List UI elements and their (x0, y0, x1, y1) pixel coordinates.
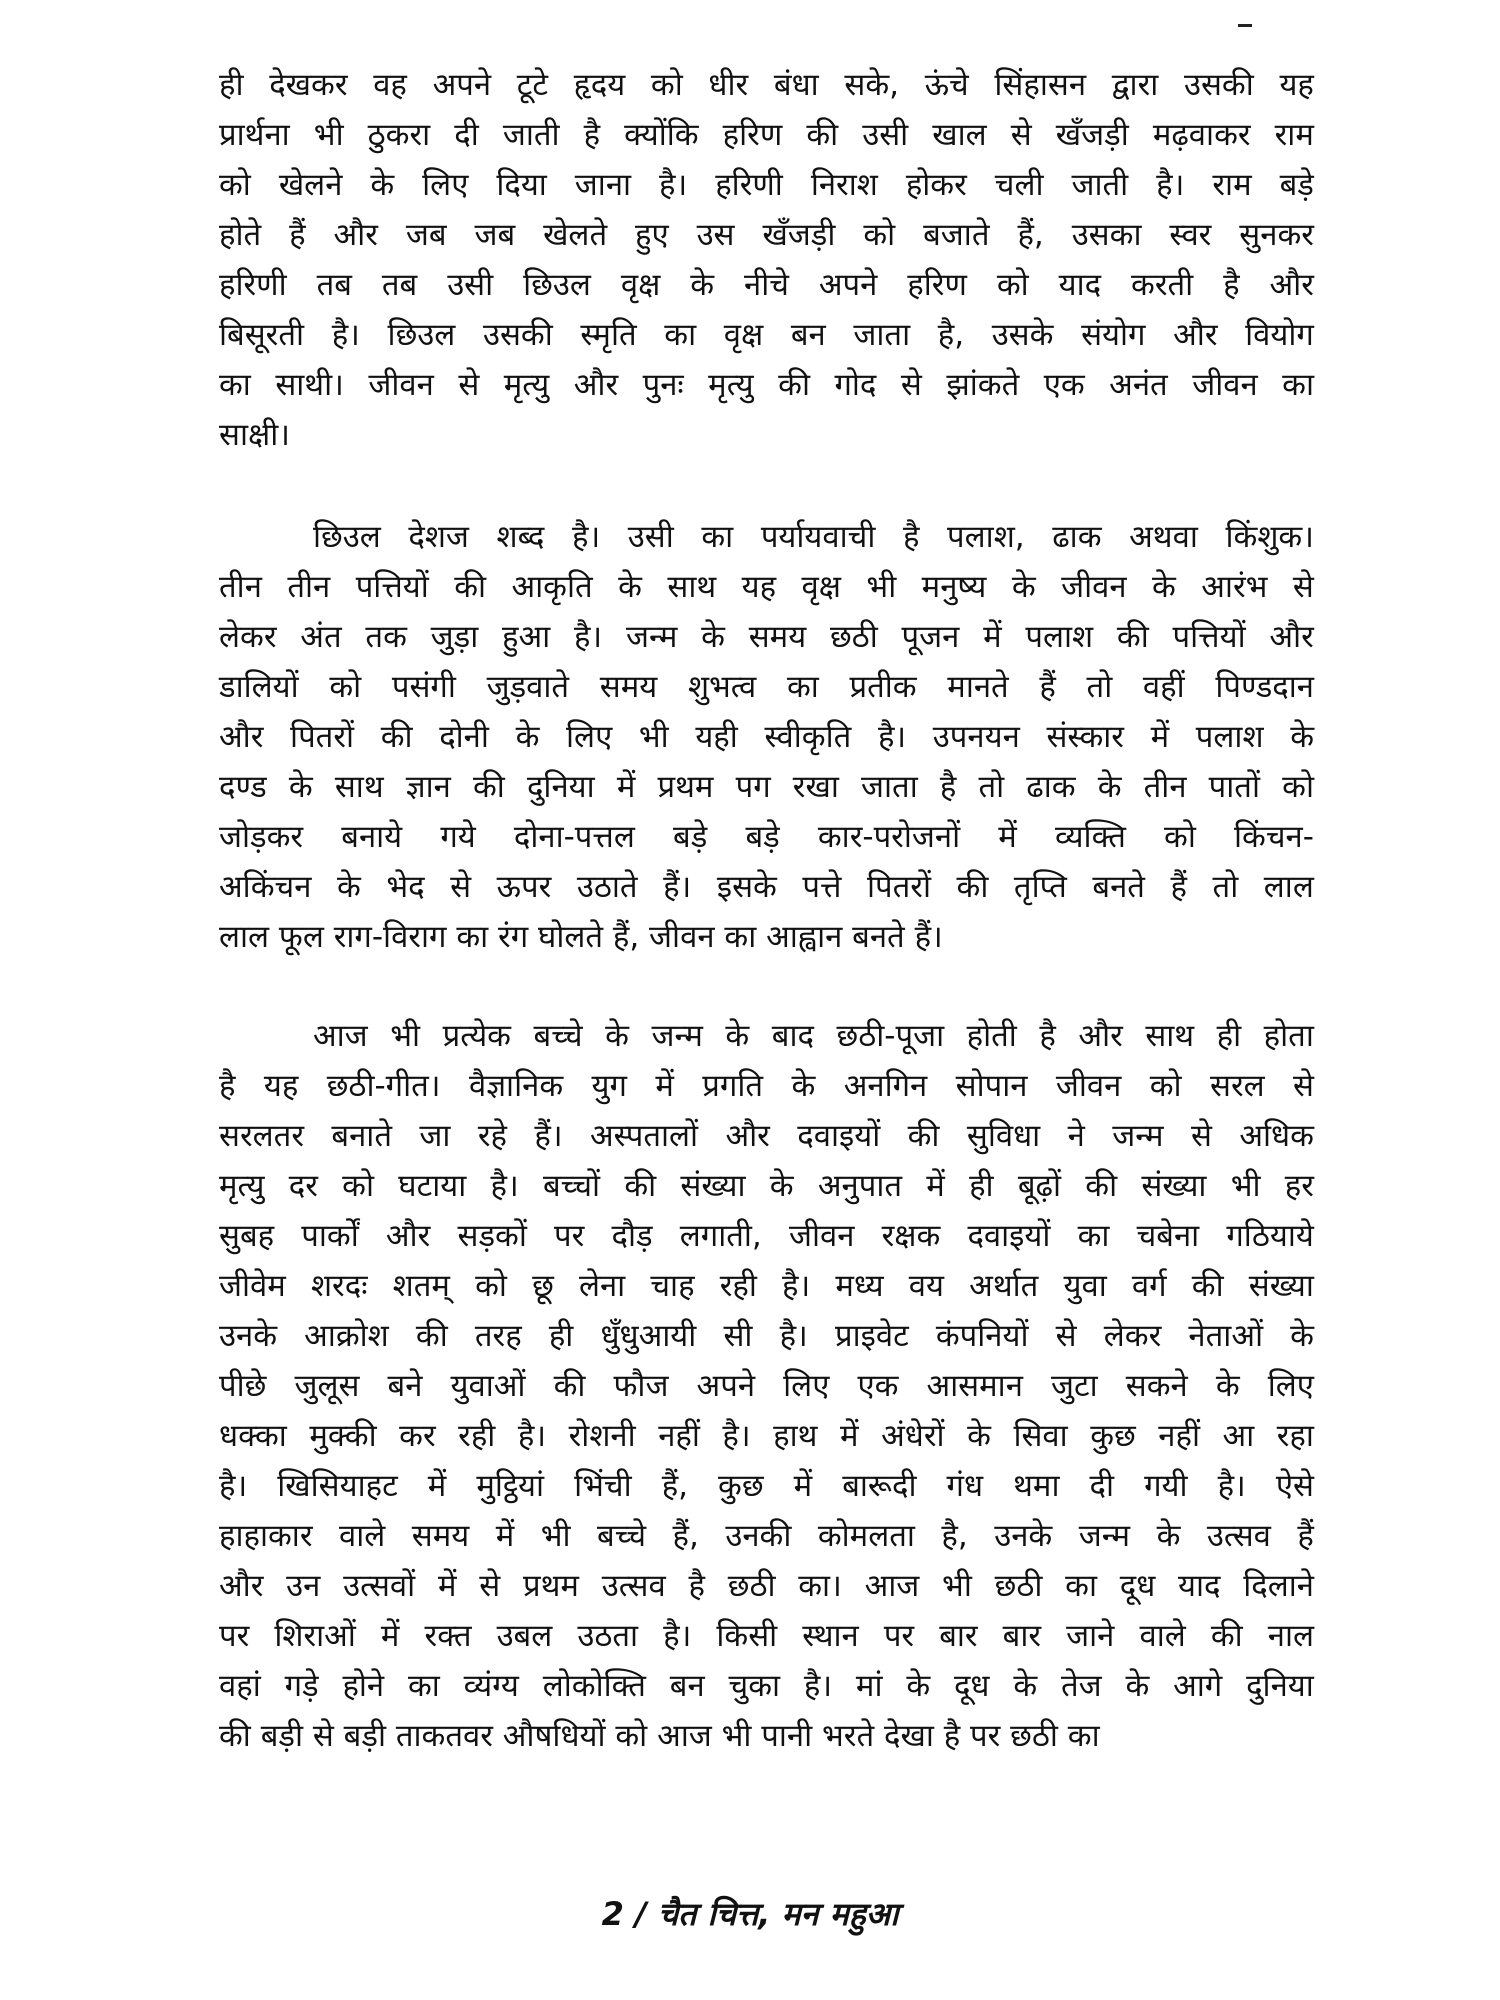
text-line: है यह छठी-गीत। वैज्ञानिक युग में प्रगति के अनगिन सोपान जीवन को सरल से (219, 1068, 1314, 1104)
text-line: उनके आक्रोश की तरह ही धुँधुआयी सी है। प्राइवेट कंपनियों से लेकर नेताओं के (219, 1318, 1314, 1354)
text-line: हरिणी तब तब उसी छिउल वृक्ष के नीचे अपने हरिण को याद करती है और (219, 267, 1314, 303)
scan-mark (1238, 24, 1252, 27)
text-line: और उन उत्सवों में से प्रथम उत्सव है छठी का। आज भी छठी का दूध याद दिलाने (219, 1568, 1314, 1604)
paragraph-2 (219, 512, 1314, 962)
text-line: जीवेम शरदः शतम् को छू लेना चाह रही है। मध्य वय अर्थात युवा वर्ग की संख्या (219, 1268, 1314, 1304)
paragraph-3 (219, 1011, 1314, 1761)
text-line: प्रार्थना भी ठुकरा दी जाती है क्योंकि हरिण की उसी खाल से खँजड़ी मढ़वाकर राम (219, 117, 1314, 153)
text-line: अकिंचन के भेद से ऊपर उठाते हैं। इसके पत्ते पितरों की तृप्ति बनते हैं तो लाल (219, 869, 1314, 905)
text-line: पर शिराओं में रक्त उबल उठता है। किसी स्थान पर बार बार जाने वाले की नाल (219, 1618, 1314, 1654)
text-line: और पितरों की दोनी के लिए भी यही स्वीकृति है। उपनयन संस्कार में पलाश के (219, 719, 1314, 755)
text-line: छिउल देशज शब्द है। उसी का पर्यायवाची है पलाश, ढाक अथवा किंशुक। (313, 519, 1314, 555)
text-line: बिसूरती है। छिउल उसकी स्मृति का वृक्ष बन जाता है, उसके संयोग और वियोग (219, 317, 1314, 353)
text-line: हाहाकार वाले समय में भी बच्चे हैं, उनकी कोमलता है, उनके जन्म के उत्सव हैं (219, 1518, 1314, 1554)
text-line: साक्षी। (219, 417, 290, 453)
page-footer: 2 / चैत चित्त, मन महुआ (601, 1895, 899, 1933)
text-line: होते हैं और जब जब खेलते हुए उस खँजड़ी को बजाते हैं, उसका स्वर सुनकर (219, 217, 1314, 253)
text-line: सुबह पार्कों और सड़कों पर दौड़ लगाती, जीवन रक्षक दवाइयों का चबेना गठियाये (219, 1218, 1314, 1254)
text-line: लाल फूल राग-विराग का रंग घोलते हैं, जीवन का आह्वान बनते हैं। (219, 919, 943, 955)
text-line: आज भी प्रत्येक बच्चे के जन्म के बाद छठी-पूजा होती है और साथ ही होता (313, 1018, 1314, 1054)
text-line: की बड़ी से बड़ी ताकतवर औषधियों को आज भी पानी भरते देखा है पर छठी का (219, 1718, 1100, 1754)
text-line: लेकर अंत तक जुड़ा हुआ है। जन्म के समय छठी पूजन में पलाश की पत्तियों और (219, 619, 1314, 655)
text-line: ही देखकर वह अपने टूटे हृदय को धीर बंधा सके, ऊंचे सिंहासन द्वारा उसकी यह (219, 67, 1314, 103)
text-line: डालियों को पसंगी जुड़वाते समय शुभत्व का प्रतीक मानते हैं तो वहीं पिण्डदान (219, 669, 1314, 705)
text-line: तीन तीन पत्तियों की आकृति के साथ यह वृक्ष भी मनुष्य के जीवन के आरंभ से (219, 569, 1314, 605)
text-line: मृत्यु दर को घटाया है। बच्चों की संख्या के अनुपात में ही बूढ़ों की संख्या भी हर (219, 1168, 1314, 1204)
text-line: पीछे जुलूस बने युवाओं की फौज अपने लिए एक आसमान जुटा सकने के लिए (219, 1368, 1314, 1404)
text-line: सरलतर बनाते जा रहे हैं। अस्पतालों और दवाइयों की सुविधा ने जन्म से अधिक (219, 1118, 1314, 1154)
text-line: है। खिसियाहट में मुट्ठियां भिंची हैं, कुछ में बारूदी गंध थमा दी गयी है। ऐसे (219, 1468, 1314, 1504)
text-line: वहां गड़े होने का व्यंग्य लोकोक्ति बन चुका है। मां के दूध के तेज के आगे दुनिया (219, 1668, 1314, 1704)
text-line: जोड़कर बनाये गये दोना-पत्तल बड़े बड़े कार-परोजनों में व्यक्ति को किंचन- (219, 819, 1314, 855)
paragraph-1 (219, 60, 1314, 460)
text-line: दण्ड के साथ ज्ञान की दुनिया में प्रथम पग रखा जाता है तो ढाक के तीन पातों को (219, 769, 1314, 805)
text-line: को खेलने के लिए दिया जाना है। हरिणी निराश होकर चली जाती है। राम बड़े (219, 167, 1314, 203)
text-line: धक्का मुक्की कर रही है। रोशनी नहीं है। हाथ में अंधेरों के सिवा कुछ नहीं आ रहा (219, 1418, 1314, 1454)
text-line: का साथी। जीवन से मृत्यु और पुनः मृत्यु की गोद से झांकते एक अनंत जीवन का (219, 367, 1314, 403)
